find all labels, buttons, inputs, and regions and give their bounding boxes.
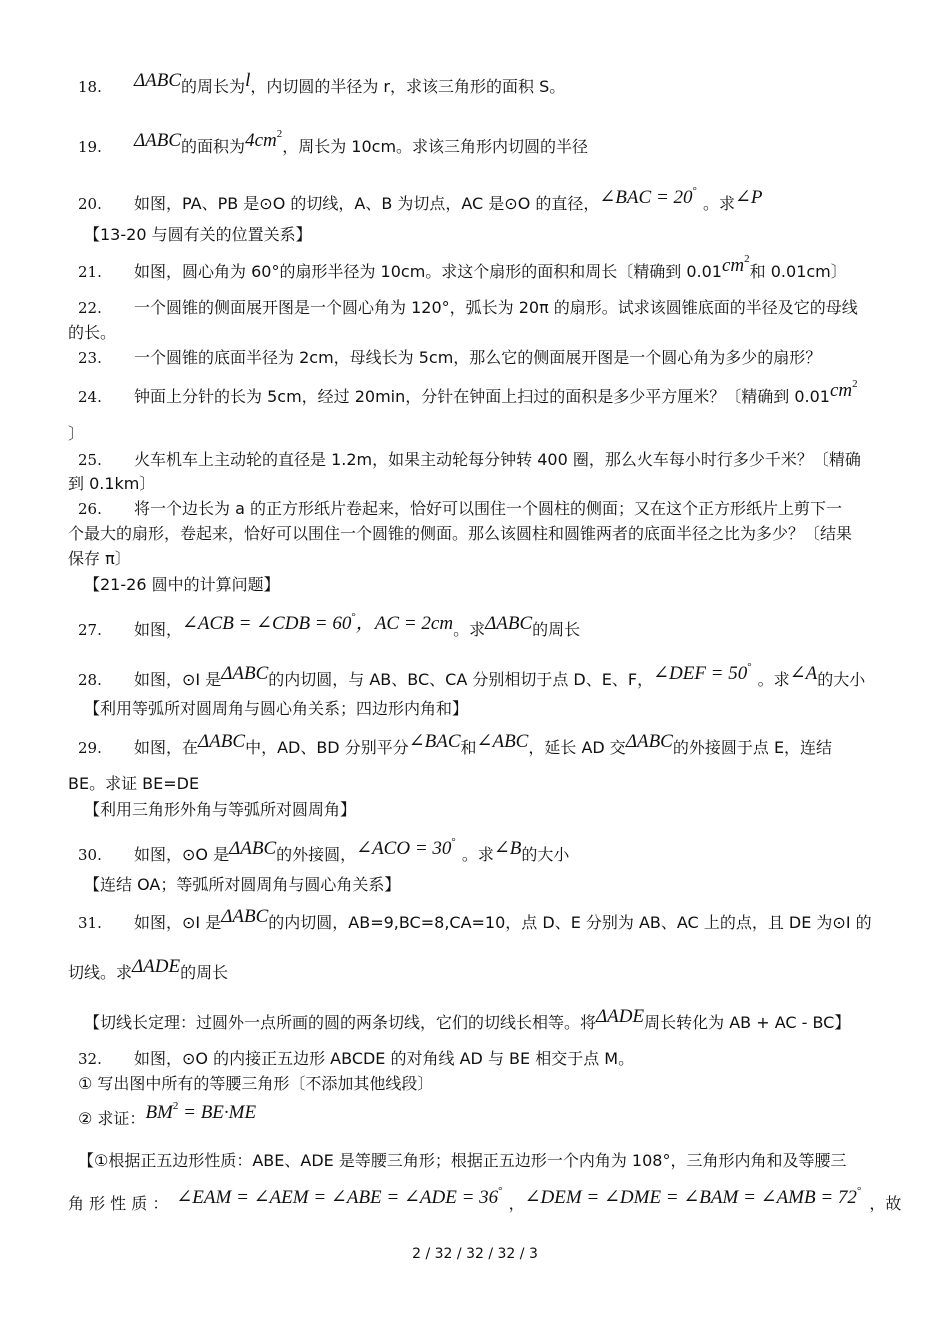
- problem-22: 22. 一个圆锥的侧面展开图是一个圆心角为 120°，弧长为 20π 的扇形。试求该圆锥底面的半径及它的母线: [78, 298, 858, 317]
- section-note: 【21-26 圆中的计算问题】: [84, 575, 280, 594]
- section-note: 【利用三角形外角与等弧所对圆周角】: [84, 800, 357, 819]
- problem-28: 28. 如图，⊙I 是ΔABC的内切圆，与 AB、BC、CA 分别相切于点 D、E、F，∠DEF = 50°。求∠A的大小: [78, 661, 866, 689]
- section-note: 【切线长定理：过圆外一点所画的圆的两条切线，它们的切线长相等。将ΔADE周长转化为 AB + AC - BC】: [84, 1006, 851, 1032]
- problem-18: 18. ΔABC的周长为l，内切圆的半径为 r，求该三角形的面积 S。: [78, 70, 566, 96]
- problem-21: 21. 如图，圆心角为 60°的扇形半径为 10cm。求这个扇形的面积和周长〔精确到 $0.01cm^2$和 0.01cm〕: [78, 253, 847, 281]
- section-note: 【13-20 与圆有关的位置关系】: [84, 225, 312, 244]
- problem-29: 29. 如图，在ΔABC中，AD、BD 分别平分∠BAC和∠ABC，延长 AD 交ΔABC的外接圆于点 E，连结: [78, 731, 833, 757]
- problem-23: 23. 一个圆锥的底面半径为 2cm，母线长为 5cm，那么它的侧面展开图是一个圆心角为多少的扇形？: [78, 348, 822, 367]
- math-area: 4cm: [245, 130, 277, 151]
- document-page: 18. ΔABC的周长为l，内切圆的半径为 r，求该三角形的面积 S。 19. ΔABC的面积为$4cm^2$，周长为 10cm。求该三角形内切圆的半径 20. 如图，PA、PB 是⊙O 的切线，A、B 为切点，AC 是⊙O 的直径，∠BAC = 20°。求∠P 【13-20 与圆有关的位置关系】 21. 如图，圆心角为 60°的扇形半径为 10cm。求这个扇形的面积和周长〔精确到 $0.01cm^2$和 0.01cm〕 22. 一个圆锥的侧面展开图是一个圆心角为 120°，弧长为 20π 的扇形。试求该圆锥底面的半径及它的母线 的长。 23. 一个圆锥的底面半径为 2cm，母线长为 5cm，那么它的侧面展开图是一个圆心角为多少的扇形？ 24. 钟面上分针的长为 5cm，经过 20min，分针在钟面上扫过的面积是多少平方厘米？〔精确到 $0.01cm^2$ 〕 25. 火车机车上主动轮的直径是 1.2m，如果主动轮每分钟转 400 圈，那么火车每小时行多少千米？〔精确 到 0.1km〕 26. 将一个边长为 a 的正方形纸片卷起来，恰好可以围住一个圆柱的侧面；又在这个正方形纸片上剪下一 个最大的扇形，卷起来，恰好可以围住一个圆锥的侧面。那么该圆柱和圆锥两者的底面半径之比为多少？〔结果 保存 π〕 【21-26 圆中的计算问题】 27. 如图，∠ACB = ∠CDB = 60°，AC = 2cm。求ΔABC的周长 28. 如图，⊙I 是ΔABC的内切圆，与 AB、BC、CA 分别相切于点 D、E、F，∠DEF = 50°。求∠A的大小 【利用等弧所对圆周角与圆心角关系；四边形内角和】 29. 如图，在ΔABC中，AD、BD 分别平分∠BAC和∠ABC，延长 AD 交ΔABC的外接圆于点 E，连结 BE。求证 BE=DE 【利用三角形外角与等弧所对圆周角】 30. 如图，⊙O 是ΔABC的外接圆，∠ACO = 30°。求∠B的大小 【连结 OA；等弧所对圆周角与圆心角关系】 31. 如图，⊙I 是ΔABC的内切圆，AB=9,BC=8,CA=10，点 D、E 分别为 AB、AC 上的点，且 DE 为⊙I 的 切线。求ΔADE的周长 【切线长定理：过圆外一点所画的圆的两条切线，它们的切线长相等。将ΔADE周长转化为 AB + AC - BC】 32. 如图，⊙O 的内接正五边形 ABCDE 的对角线 AD 与 BE 相交于点 M。 ① 写出图中所有的等腰三角形〔不添加其他线段〕 ② 求证：$BM^2 = BE\cdot ME$ 【①根据正五边形性质：ABE、ADE 是等腰三角形；根据正五边形一个内角为 108°，三角形内角和及等腰三 角 形 性 质 ： ∠EAM = ∠AEM = ∠ABE = ∠ADE = 36°，∠DEM = ∠DME = ∠BAM = ∠AMB = 72°，故 2 / 32 / 32 / 32 / 3: [0, 0, 950, 1344]
- problem-26: 26. 将一个边长为 a 的正方形纸片卷起来，恰好可以围住一个圆柱的侧面；又在这个正方形纸片上剪下一: [78, 499, 842, 518]
- section-note: 【利用等弧所对圆周角与圆心角关系；四边形内角和】: [84, 699, 469, 718]
- section-note: 【①根据正五边形性质：ABE、ADE 是等腰三角形；根据正五边形一个内角为 108°，三角形内角和及等腰三: [78, 1151, 847, 1170]
- problem-31: 31. 如图，⊙I 是ΔABC的内切圆，AB=9,BC=8,CA=10，点 D、E 分别为 AB、AC 上的点，且 DE 为⊙I 的: [78, 906, 872, 932]
- problem-20: 20. 如图，PA、PB 是⊙O 的切线，A、B 为切点，AC 是⊙O 的直径，∠BAC = 20°。求∠P: [78, 185, 763, 213]
- problem-27: 27. 如图，∠ACB = ∠CDB = 60°，AC = 2cm。求ΔABC的周长: [78, 611, 581, 639]
- math-triangle-abc: ΔABC: [134, 70, 182, 91]
- problem-25: 25. 火车机车上主动轮的直径是 1.2m，如果主动轮每分钟转 400 圈，那么火车每小时行多少千米？〔精确: [78, 450, 861, 469]
- problem-32: 32. 如图，⊙O 的内接正五边形 ABCDE 的对角线 AD 与 BE 相交于点 M。: [78, 1049, 635, 1068]
- page-footer: 2 / 32 / 32 / 32 / 3: [412, 1246, 538, 1262]
- section-note: 【连结 OA；等弧所对圆周角与圆心角关系】: [84, 875, 401, 894]
- problem-24: 24. 钟面上分针的长为 5cm，经过 20min，分针在钟面上扫过的面积是多少平方厘米？〔精确到 $0.01cm^2$: [78, 378, 858, 406]
- problem-19: 19. ΔABC的面积为$4cm^2$，周长为 10cm。求该三角形内切圆的半径: [78, 128, 589, 156]
- math-angle-bac: ∠BAC = 20: [599, 187, 693, 208]
- math-l: l: [245, 70, 251, 91]
- problem-30: 30. 如图，⊙O 是ΔABC的外接圆，∠ACO = 30°。求∠B的大小: [78, 836, 570, 864]
